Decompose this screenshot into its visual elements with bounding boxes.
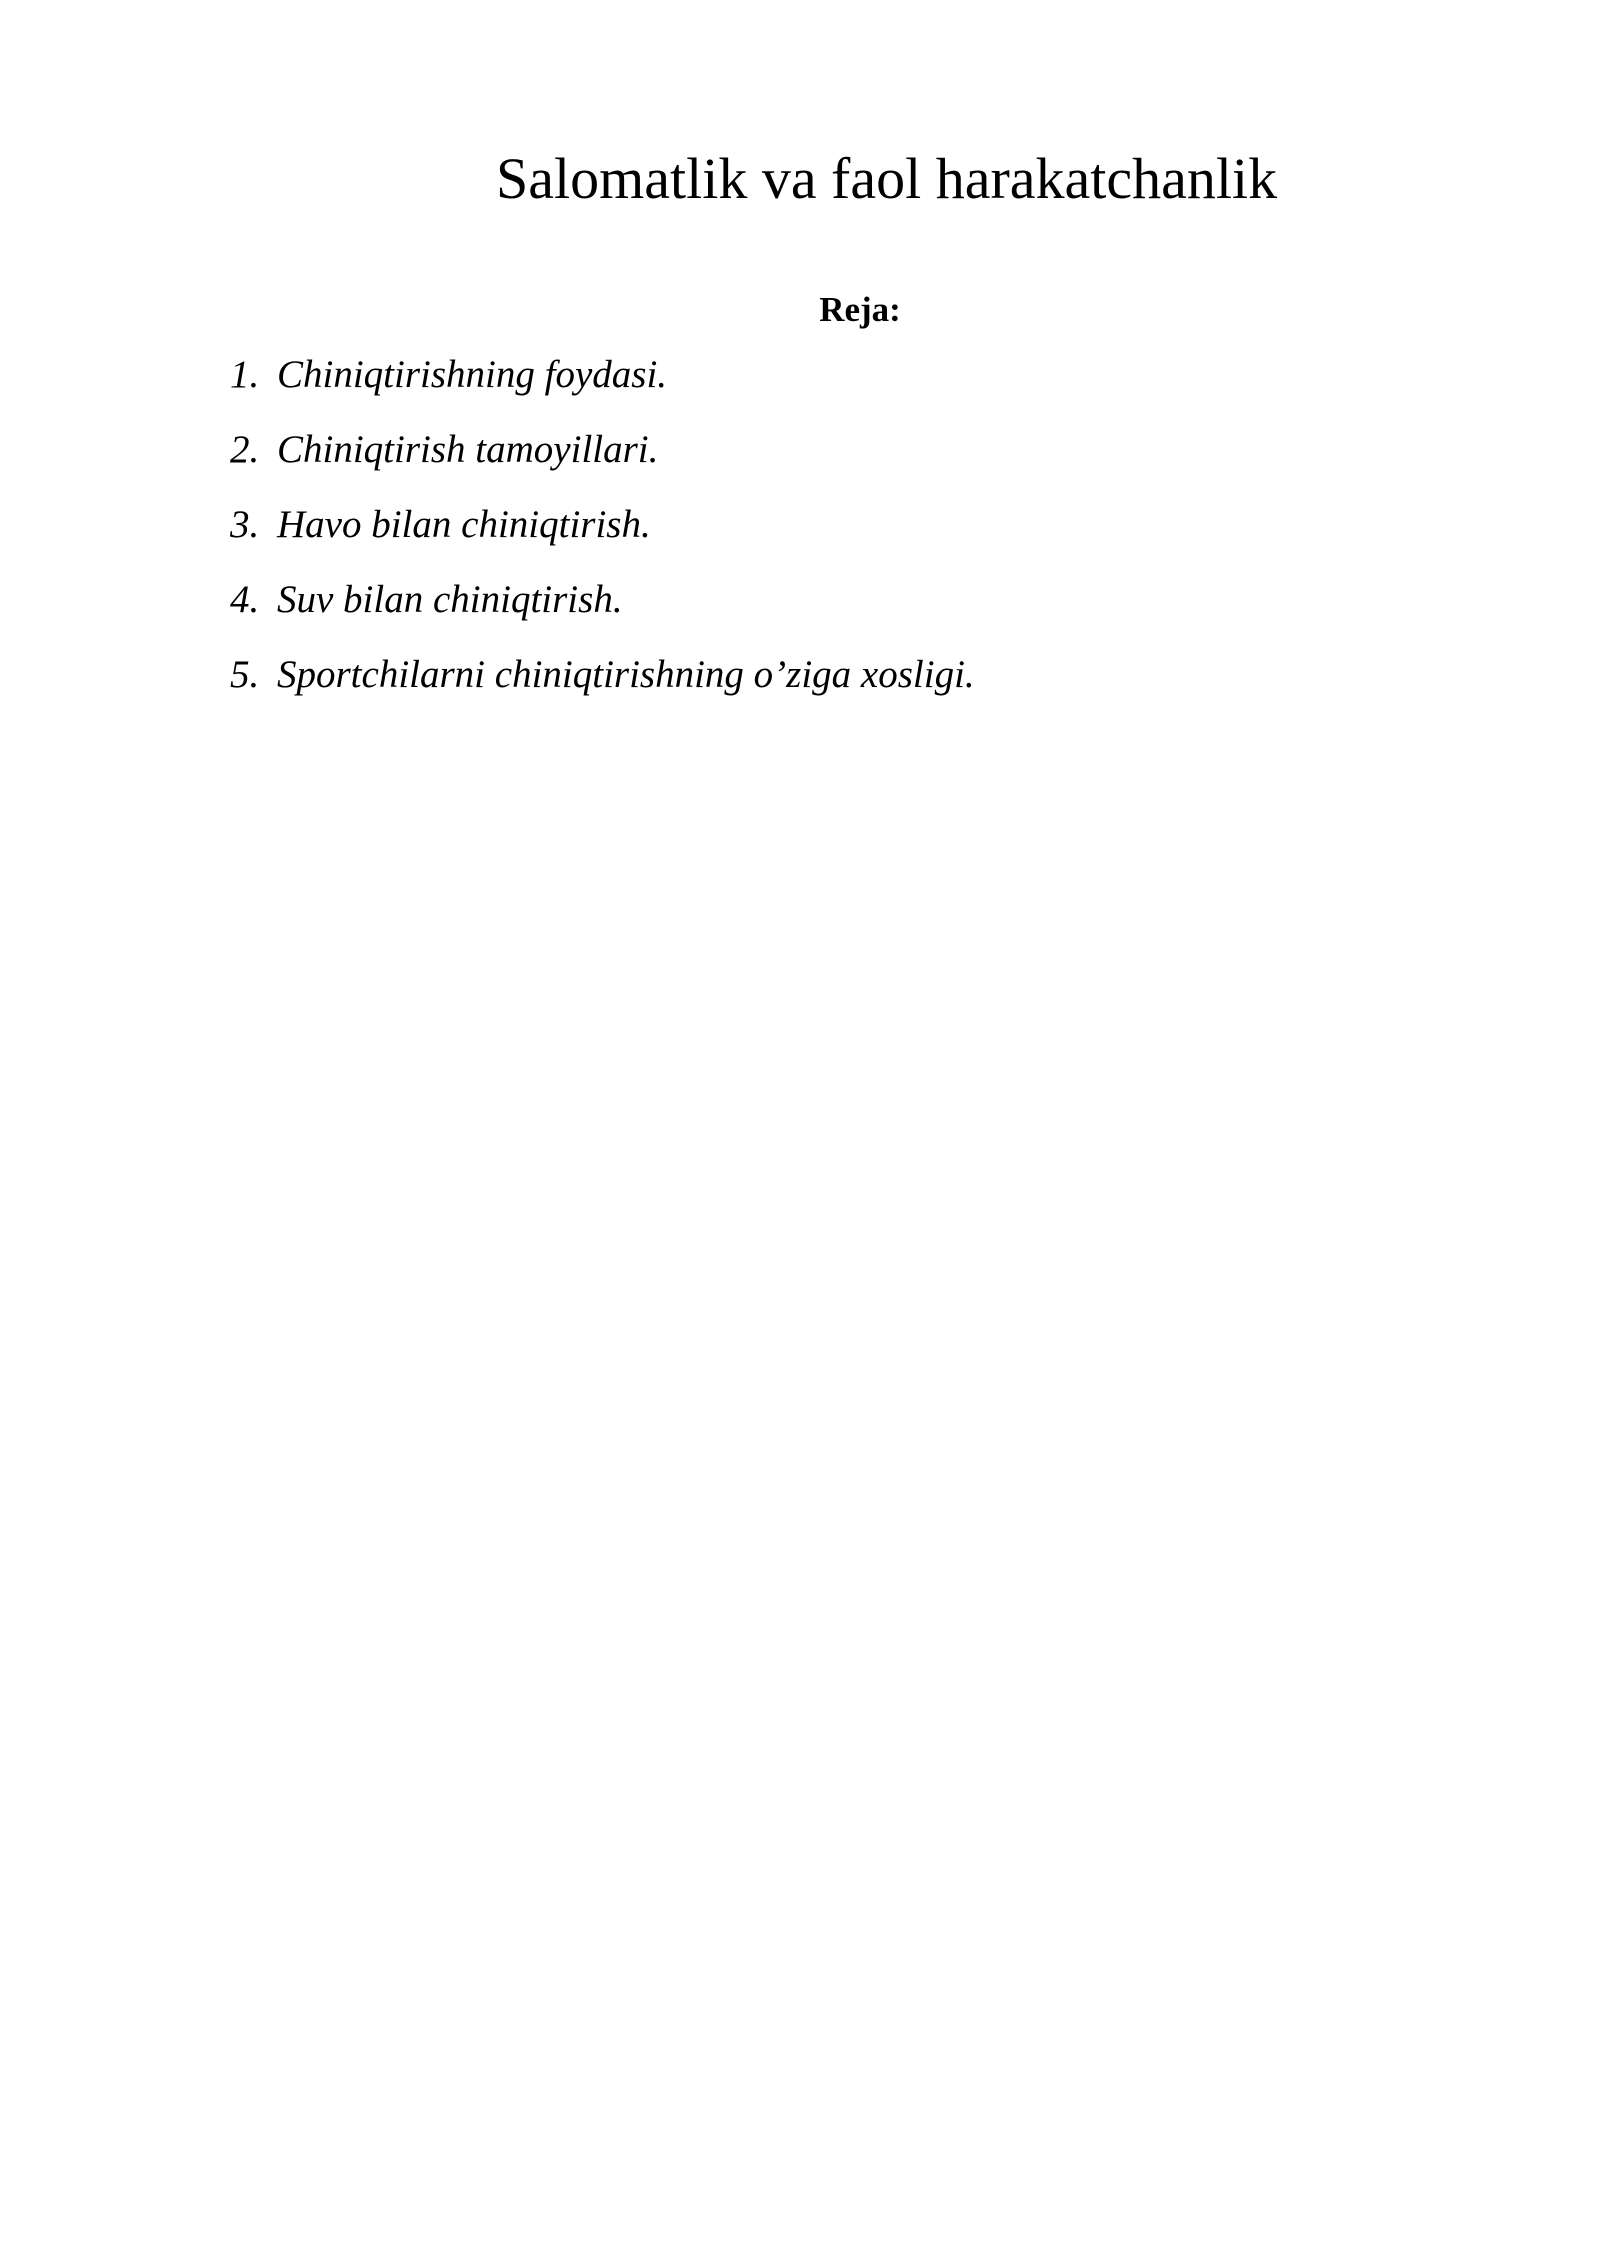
plan-list (230, 355, 975, 730)
plan-item-1 (230, 355, 975, 430)
plan-item-text: Chiniqtirish tamoyillari. (277, 428, 659, 471)
plan-item-4 (230, 580, 975, 655)
document-title: Salomatlik va faol harakatchanlik (496, 146, 1278, 211)
plan-item-text: Suv bilan chiniqtirish. (277, 578, 623, 621)
plan-item-3 (230, 505, 975, 580)
plan-heading: Reja: (819, 290, 901, 329)
plan-item-text: Havo bilan chiniqtirish. (277, 503, 651, 546)
plan-item-5 (230, 655, 975, 730)
plan-item-number: 3. (230, 503, 260, 546)
plan-item-text: Sportchilarni chiniqtirishning o’ziga xosligi. (277, 653, 975, 696)
plan-item-number: 5. (230, 653, 260, 696)
plan-item-number: 4. (230, 578, 260, 621)
plan-item-text: Chiniqtirishning foydasi. (277, 353, 668, 396)
plan-item-number: 1. (230, 353, 260, 396)
plan-item-2 (230, 430, 975, 505)
plan-item-number: 2. (230, 428, 260, 471)
